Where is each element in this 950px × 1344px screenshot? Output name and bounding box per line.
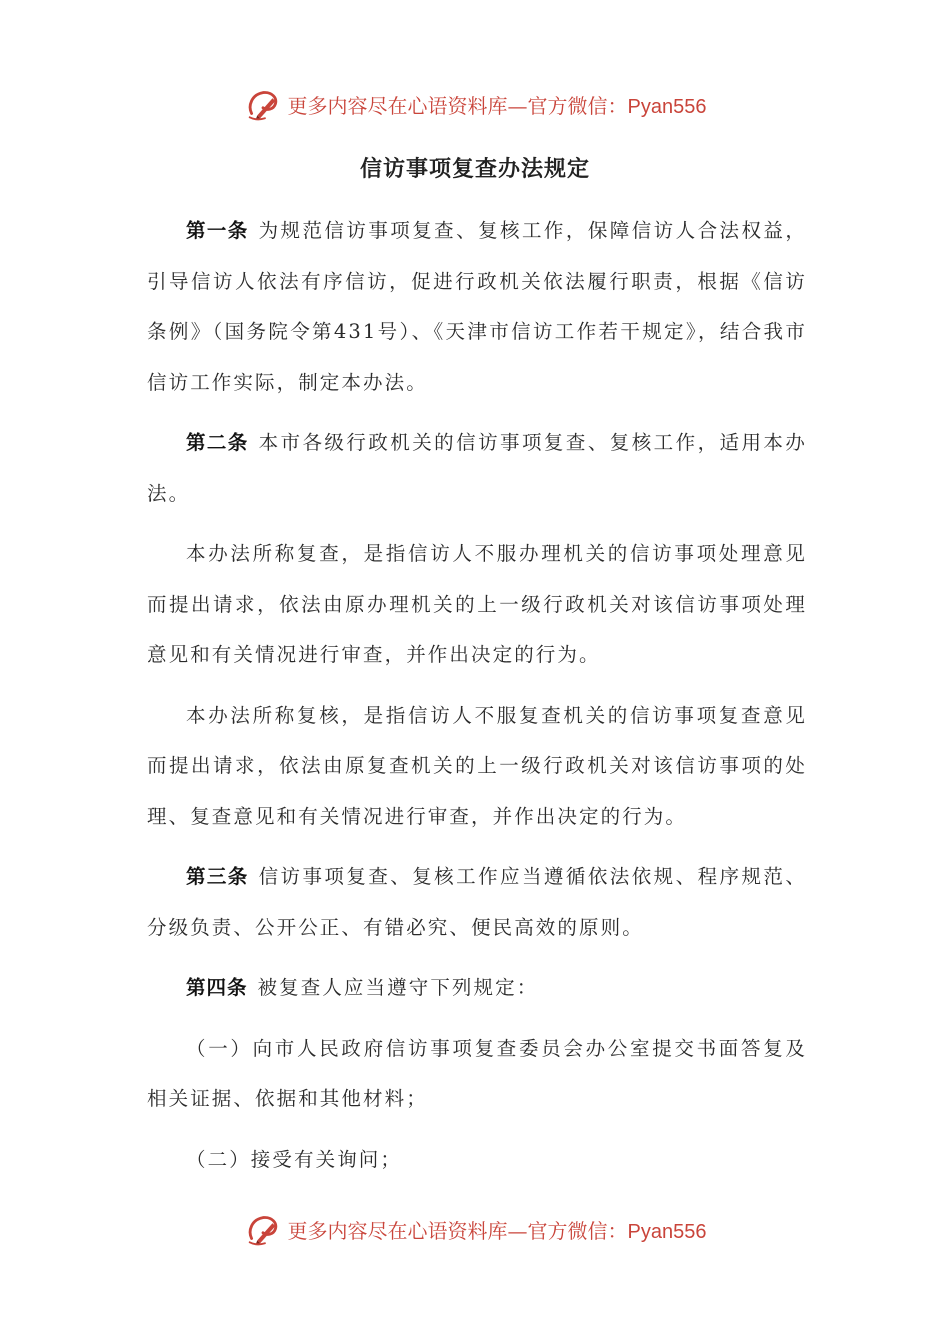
article-label: 第三条	[186, 865, 249, 888]
pen-swirl-logo-icon	[244, 85, 282, 123]
document-title: 信访事项复查办法规定	[359, 157, 590, 182]
paragraph-recheck-definition	[147, 691, 807, 843]
article-text: 信访事项复查、复核工作应当遵循依法依规、程序规范、分级负责、公开公正、有错必究、便民高效的原则。	[147, 865, 807, 939]
header-banner	[0, 82, 950, 126]
list-item-text: （二）接受有关询问；	[186, 1147, 403, 1171]
article-label: 第二条	[186, 431, 249, 454]
pen-swirl-logo-icon	[244, 1210, 282, 1248]
banner-slogan: 更多内容尽在心语资料库—官方微信：	[287, 1218, 628, 1243]
banner-text	[288, 1215, 707, 1244]
banner-content	[244, 85, 707, 123]
article-1	[147, 206, 807, 408]
banner-content	[244, 1210, 707, 1248]
article-text: 被复查人应当遵守下列规定：	[257, 976, 539, 999]
paragraph-review-definition	[147, 529, 807, 681]
article-2	[147, 418, 807, 519]
article-text: 本市各级行政机关的信访事项复查、复核工作，适用本办法。	[147, 431, 807, 505]
document-body	[147, 206, 807, 1195]
paragraph-text: 本办法所称复核，是指信访人不服复查机关的信访事项复查意见而提出请求，依法由原复查机关的上一级行政机关对该信访事项的处理、复查意见和有关情况进行审查，并作出决定的行为。	[147, 703, 807, 828]
banner-slogan: 更多内容尽在心语资料库—官方微信：	[287, 93, 628, 118]
article-label: 第四条	[186, 976, 248, 999]
paragraph-text: 本办法所称复查，是指信访人不服办理机关的信访事项处理意见而提出请求，依法由原办理机关的上一级行政机关对该信访事项处理意见和有关情况进行审查，并作出决定的行为。	[147, 542, 807, 666]
article-label: 第一条	[186, 219, 249, 242]
article-3	[147, 852, 807, 953]
banner-wechat-id: Pyan556	[627, 95, 707, 118]
list-item-text: （一）向市人民政府信访事项复查委员会办公室提交书面答复及相关证据、依据和其他材料；	[147, 1036, 807, 1110]
banner-text	[288, 90, 707, 119]
footer-banner	[0, 1207, 950, 1251]
list-item-2	[147, 1135, 807, 1186]
article-4	[147, 963, 807, 1014]
list-item-1	[147, 1024, 807, 1125]
article-text: 为规范信访事项复查、复核工作，保障信访人合法权益，引导信访人依法有序信访，促进行政机关依法履行职责，根据《信访条例》（国务院令第431号）、《天津市信访工作若干规定》，结合我市信访工作实际，制定本办法。	[147, 219, 807, 394]
banner-wechat-id: Pyan556	[627, 1220, 707, 1243]
